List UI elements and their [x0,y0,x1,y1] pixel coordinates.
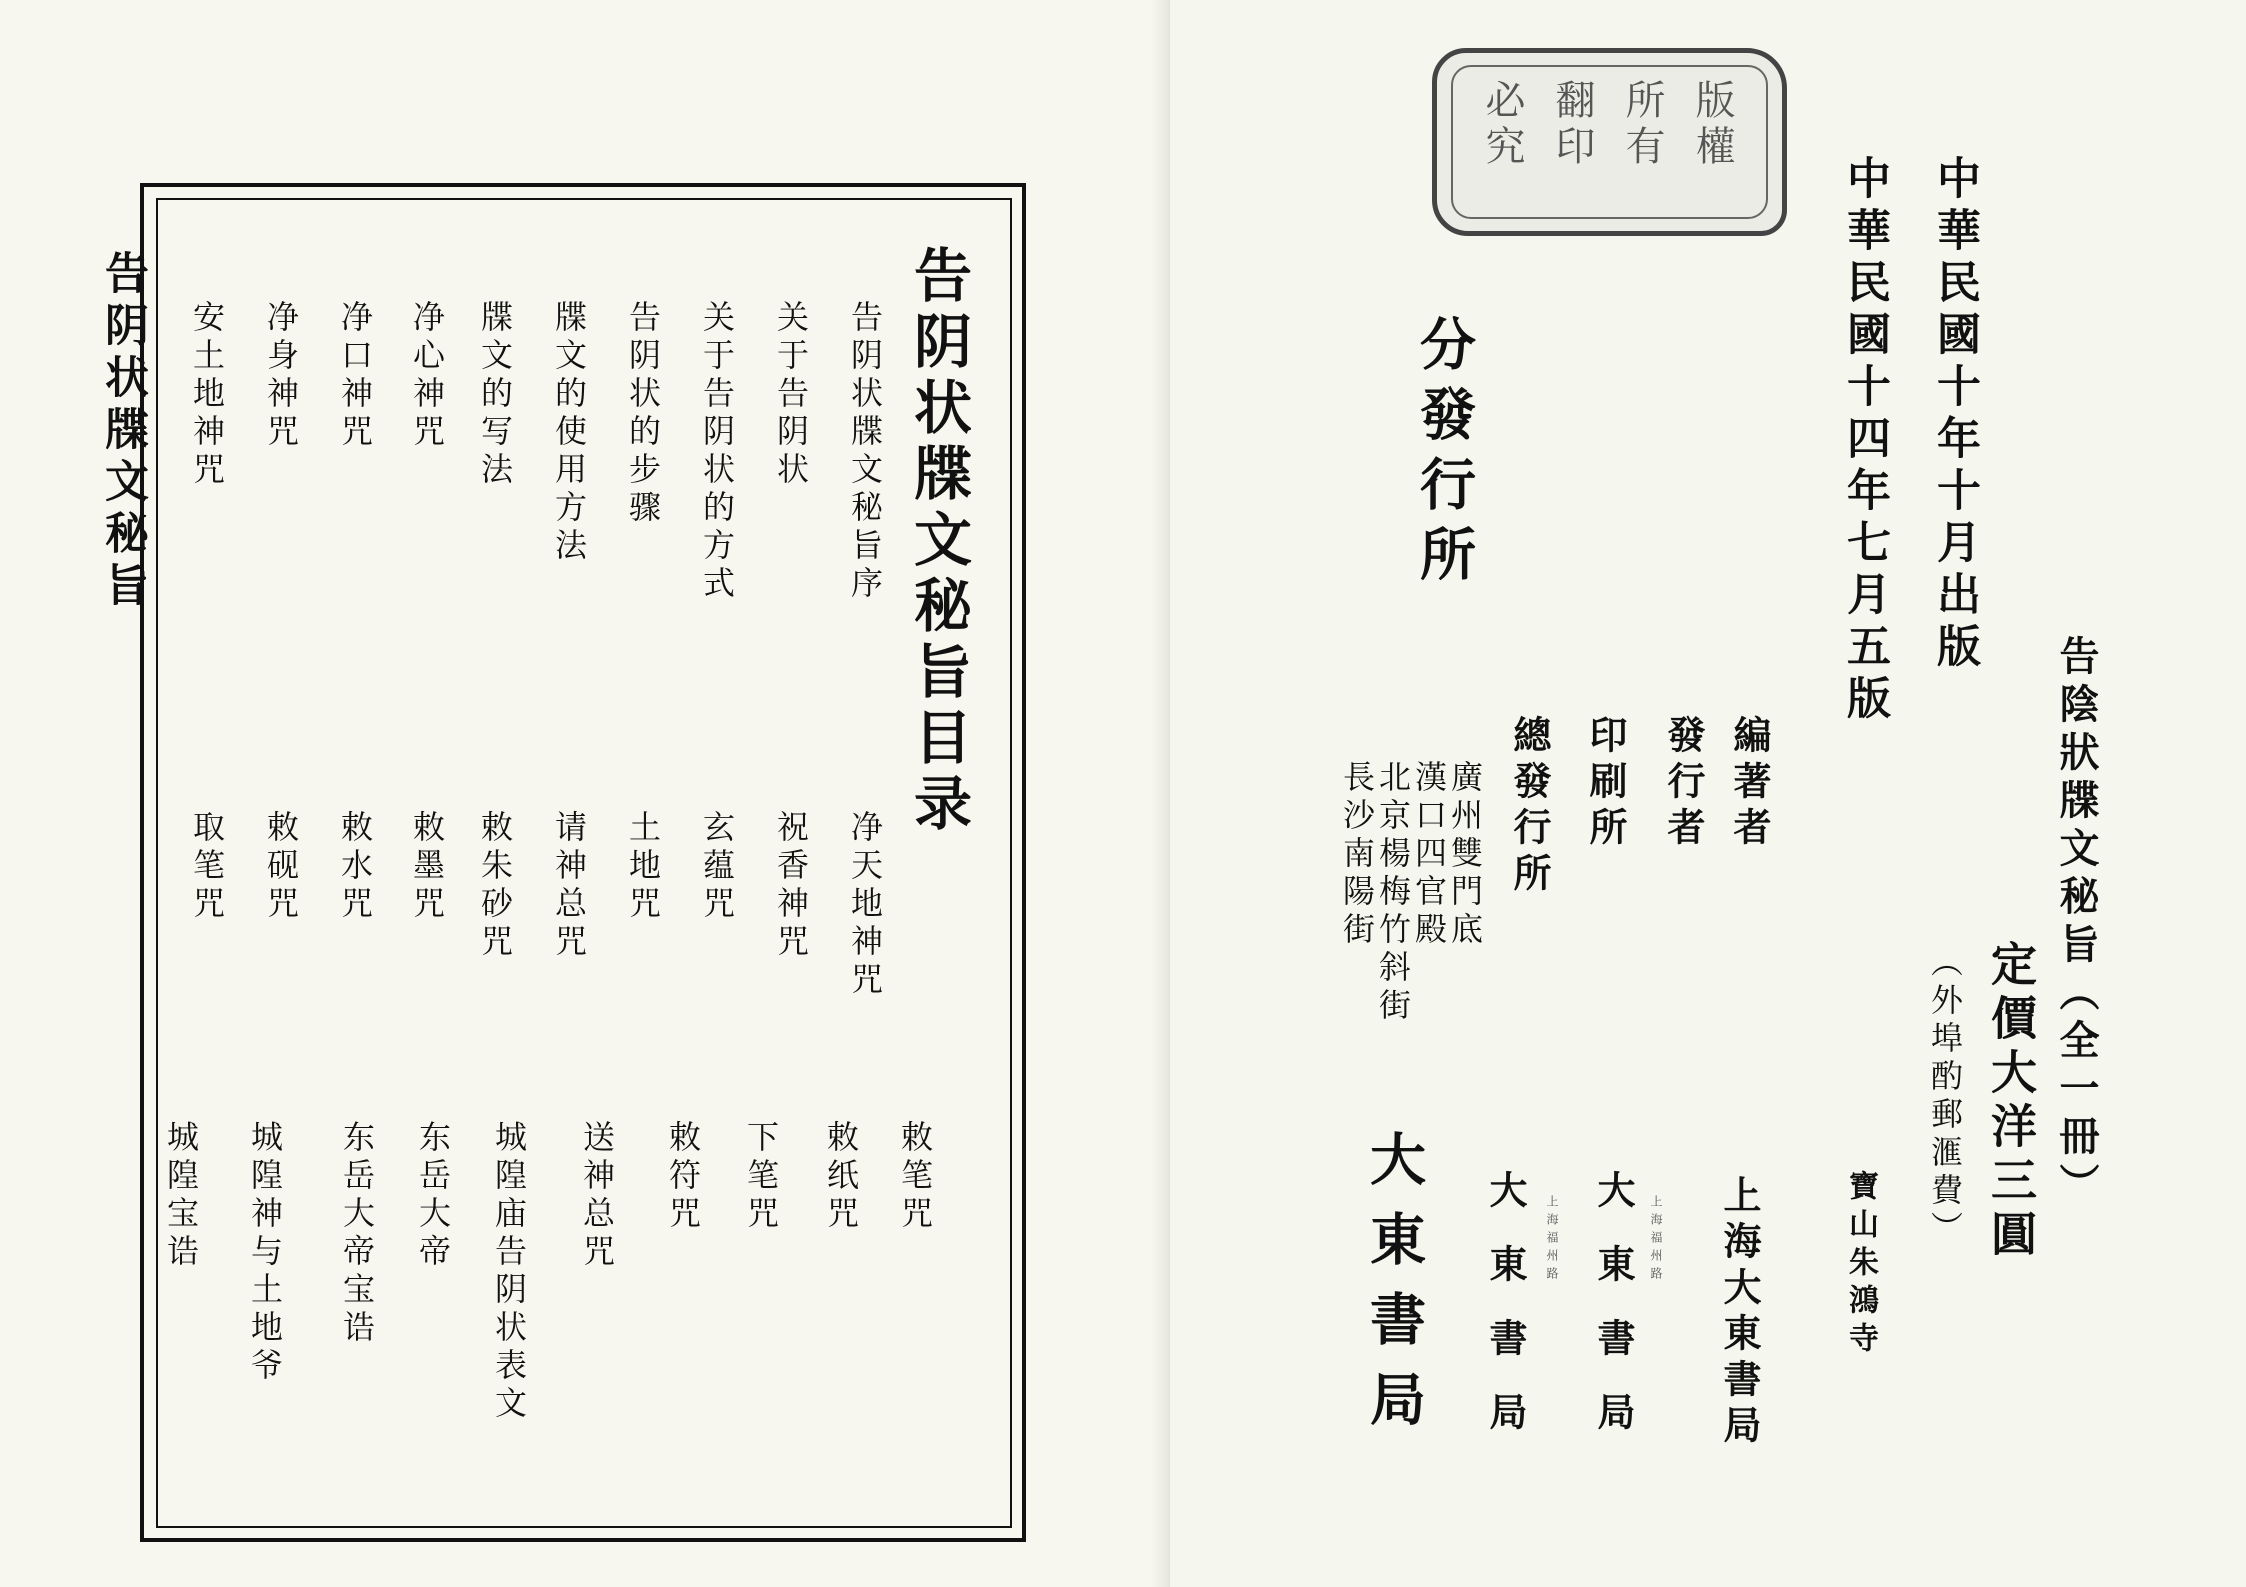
distributor-label: 總發行所 [1507,715,1552,899]
toc-entry: 敕符咒 [664,1120,702,1234]
toc-entry: 东岳大帝 [414,1120,452,1272]
fifth-edition-date: 中華民國十四年七月五版 [1839,155,1890,727]
toc-entry: 敕墨咒 [408,810,446,924]
toc-entry: 敕笔咒 [896,1120,934,1234]
toc-entry: 净天地神咒 [846,810,884,1000]
branch-address: 北京楊梅竹斜街 [1374,760,1412,1026]
toc-entry: 东岳大帝宝诰 [338,1120,376,1348]
price: 定價大洋三圓 [1984,940,2038,1264]
branch-name: 大東書局 [1361,1130,1427,1450]
toc-entry: 送神总咒 [578,1120,616,1272]
toc-entry: 关于告阴状 [772,300,810,490]
first-edition-date: 中華民國十年十月出版 [1929,155,1980,675]
stamp-text: 版權所有翻印必究 [1479,79,1735,171]
publisher-name: 上海大東書局 [1717,1175,1762,1451]
toc-entry: 净身神咒 [262,300,300,452]
distributor-name: 大東書局 [1483,1170,1528,1466]
toc-entry: 净心神咒 [408,300,446,452]
side-title: 告阴状牒文秘旨 [97,250,148,614]
toc-entry: 请神总咒 [550,810,588,962]
author-name: 寶山朱鴻寺 [1843,1170,1878,1360]
toc-entry: 城隍宝诰 [162,1120,200,1272]
toc-entry: 城隍庙告阴状表文 [490,1120,528,1424]
toc-entry: 敕水咒 [336,810,374,924]
toc-entry: 敕朱砂咒 [476,810,514,962]
toc-entry: 关于告阴状的方式 [698,300,736,604]
copyright-stamp [1432,48,1787,236]
toc-entry: 取笔咒 [188,810,226,924]
branch-address: 長沙南陽街 [1338,760,1376,950]
toc-entry: 告阴状的步骤 [624,300,662,528]
toc-entry: 城隍神与土地爷 [246,1120,284,1386]
branch-address: 廣州雙門底 [1446,760,1484,950]
toc-title: 告阴状牒文秘旨目录 [904,245,972,839]
toc-entry: 玄蕴咒 [698,810,736,924]
publisher-address: 上海福州路 [1649,1195,1663,1285]
printer-name: 大東書局 [1591,1170,1636,1466]
branch-label: 分發行所 [1411,315,1477,595]
book-title: 告陰狀牒文秘旨（全一冊） [2053,635,2100,1211]
toc-entry: 牒文的使用方法 [550,300,588,566]
printer-address: 上海福州路 [1545,1195,1559,1285]
toc-entry: 告阴状牒文秘旨序 [846,300,884,604]
price-note: （外埠酌郵滙費） [1926,945,1964,1249]
toc-entry: 敕纸咒 [822,1120,860,1234]
toc-entry: 下笔咒 [742,1120,780,1234]
toc-entry: 土地咒 [624,810,662,924]
toc-entry: 净口神咒 [336,300,374,452]
printer-label: 印刷所 [1583,715,1628,853]
branch-address: 漢口四官殿 [1410,760,1448,950]
right-page [1170,0,2246,1587]
toc-entry: 牒文的写法 [476,300,514,490]
author-label: 編著者 [1727,715,1772,853]
toc-entry: 安土地神咒 [188,300,226,490]
publisher-label: 發行者 [1661,715,1706,853]
toc-entry: 祝香神咒 [772,810,810,962]
toc-entry: 敕砚咒 [262,810,300,924]
